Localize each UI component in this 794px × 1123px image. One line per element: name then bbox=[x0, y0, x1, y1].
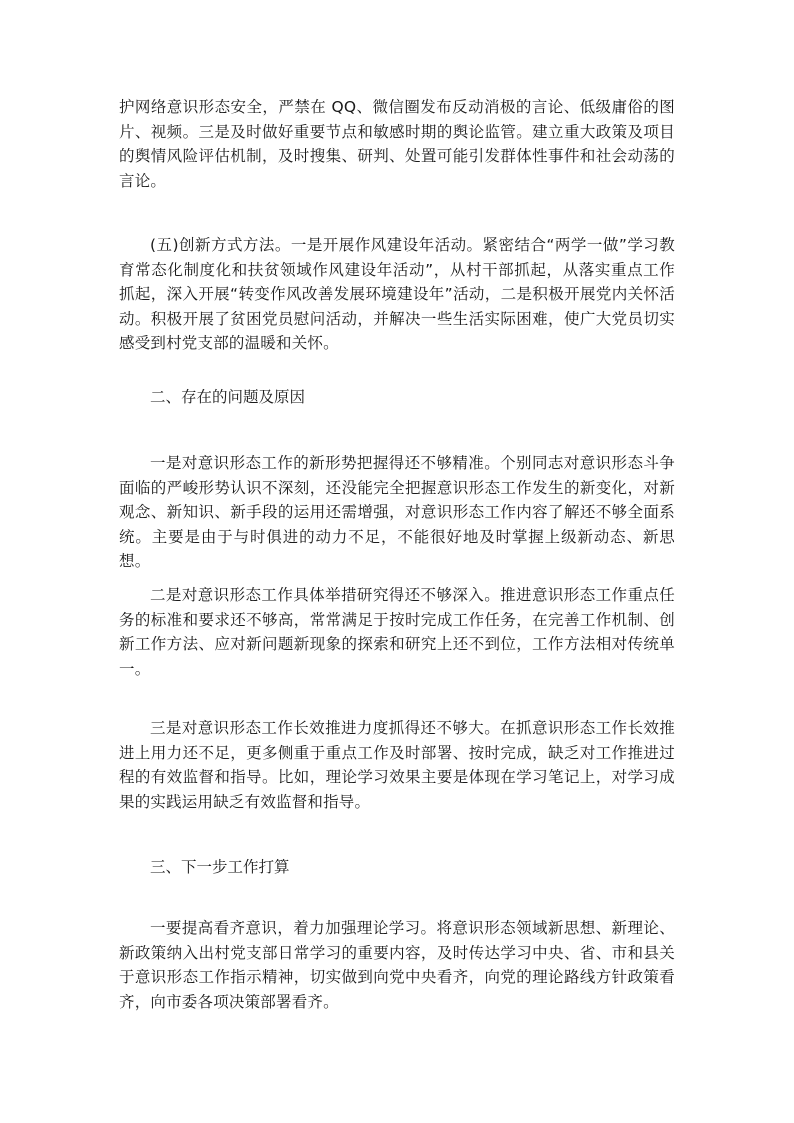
paragraph-section-five: (五)创新方式方法。一是开展作风建设年活动。紧密结合“两学一做”学习教育常态化制度化和扶贫领域作风建设年活动”，从村干部抓起，从落实重点工作抓起，深入开展“转变作风改善发展环境建设年”活动，二是积极开展党内关怀活动。积极开展了贫困党员慰问活动，并解决一些生活实际困难，使广大党员切实感受到村党支部的温暖和关怀。 bbox=[119, 236, 675, 352]
paragraph-problem-two: 二是对意识形态工作具体举措研究得还不够深入。推进意识形态工作重点任务的标准和要求还不够高，常常满足于按时完成工作任务，在完善工作机制、创新工作方法、应对新问题新现象的探索和研究上还不到位，工作方法相对传统单一。 bbox=[119, 586, 675, 678]
paragraph-intro: 护网络意识形态安全，严禁在 QQ、微信圈发布反动消极的言论、低级庸俗的图片、视频。三是及时做好重要节点和敏感时期的舆论监管。建立重大政策及项目的舆情风险评估机制，及时搜集、研判、处置可能引发群体性事件和社会动荡的言论。 bbox=[119, 98, 675, 190]
section-heading-next-steps: 三、下一步工作打算 bbox=[150, 858, 290, 876]
paragraph-problem-three: 三是对意识形态工作长效推进力度抓得还不够大。在抓意识形态工作长效推进上用力还不足，更多侧重于重点工作及时部署、按时完成，缺乏对工作推进过程的有效监督和指导。比如，理论学习效果主要是体现在学习笔记上，对学习成果的实践运用缺乏有效监督和指导。 bbox=[119, 719, 675, 811]
section-heading-problems: 二、存在的问题及原因 bbox=[150, 388, 306, 406]
paragraph-plan-one: 一要提高看齐意识，着力加强理论学习。将意识形态领域新思想、新理论、新政策纳入出村党支部日常学习的重要内容，及时传达学习中央、省、市和县关于意识形态工作指示精神，切实做到向党中央看齐，向党的理论路线方针政策看齐，向市委各项决策部署看齐。 bbox=[119, 919, 675, 1011]
paragraph-problem-one: 一是对意识形态工作的新形势把握得还不够精准。个别同志对意识形态斗争面临的严峻形势认识不深刻，还没能完全把握意识形态工作发生的新变化，对新观念、新知识、新手段的运用还需增强，对意识形态工作内容了解还不够全面系统。主要是由于与时俱进的动力不足，不能很好地及时掌握上级新动态、新思想。 bbox=[119, 454, 675, 570]
